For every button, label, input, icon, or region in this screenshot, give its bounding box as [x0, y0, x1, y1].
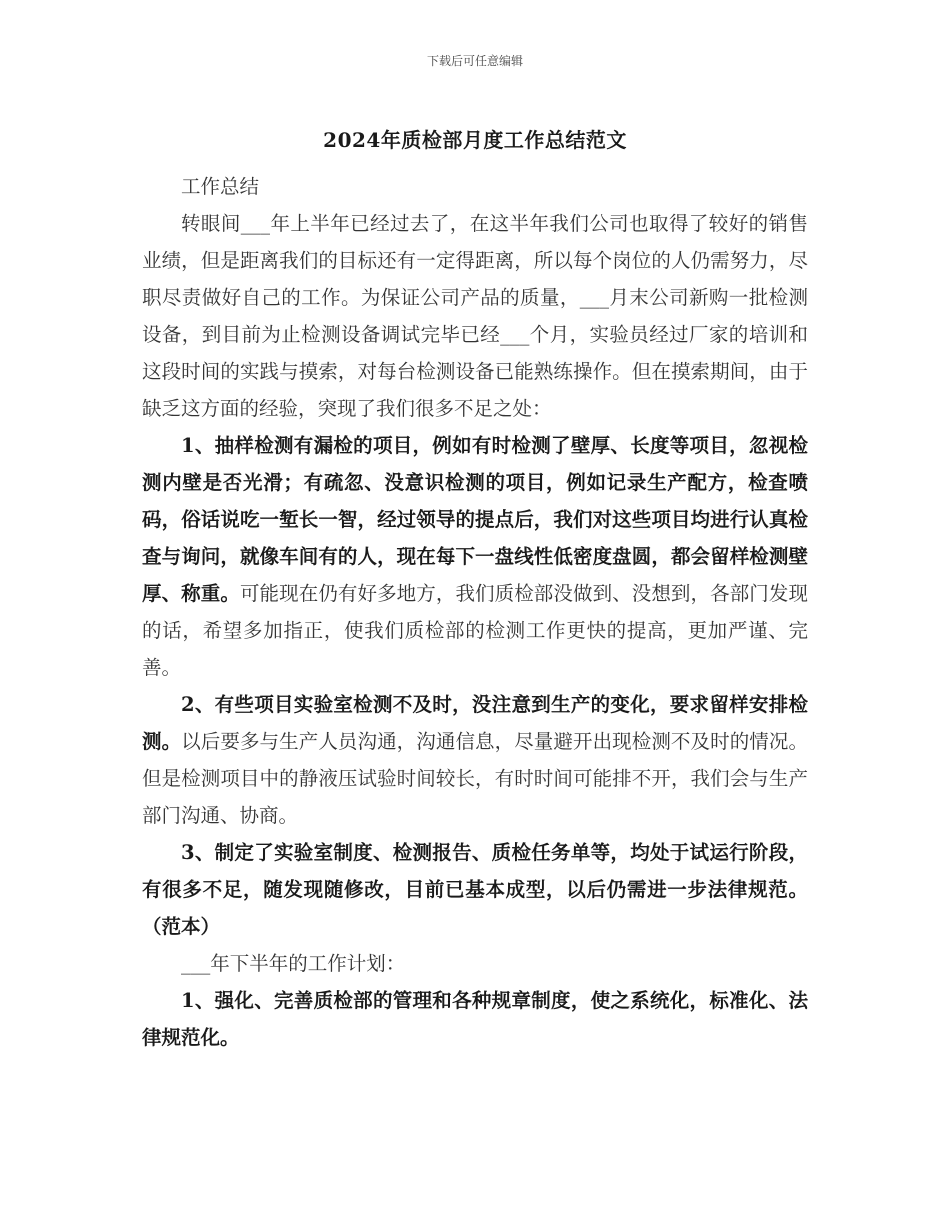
header-note: 下载后可任意编辑 — [426, 54, 523, 68]
intro-paragraph: 转眼间___年上半年已经过去了，在这半年我们公司也取得了较好的销售业绩，但是距离我们的目标还有一定得距离，所以每个岗位的人仍需努力，尽职尽责做好自己的工作。为保证公司产品的质量，___月末公司新购一批检测设备，到目前为止检测设备调试完毕已经___个月，实验员经过厂家的培训和这段时间的实践与摸索，对每台检测设备已能熟练操作。但在摸索期间，由于缺乏这方面的经验，突现了我们很多不足之处： — [142, 212, 808, 420]
item-paragraph-1 — [142, 427, 808, 686]
item-3-bold-text: 3、制定了实验室制度、检测报告、质检任务单等，均处于试运行阶段，有很多不足，随发现随修改，目前已基本成型，以后仍需进一步法律规范。（范本） — [142, 841, 808, 938]
item-1-normal-text: 可能现在仍有好多地方，我们质检部没做到、没想到，各部门发现的话，希望多加指正，使我们质检部的检测工作更快的提高，更加严谨、完善。 — [142, 582, 808, 679]
document-title: 2024年质检部月度工作总结范文 — [323, 128, 627, 152]
item-2-normal-text: 以后要多与生产人员沟通，沟通信息，尽量避开出现检测不及时的情况。但是检测项目中的静液压试验时间较长，有时时间可能排不开，我们会与生产部门沟通、协商。 — [142, 730, 808, 827]
document-body — [142, 168, 808, 1056]
plan-item-1: 1、强化、完善质检部的管理和各种规章制度，使之系统化，标准化、法律规范化。 — [142, 989, 808, 1049]
section-label: 工作总结 — [181, 175, 260, 198]
item-1-bold-text: 1、抽样检测有漏检的项目，例如有时检测了壁厚、长度等项目，忽视检测内壁是否光滑；有疏忽、没意识检测的项目，例如记录生产配方，检查喷码，俗话说吃一堑长一智，经过领导的提点后，我们对这些项目均进行认真检查与询问，就像车间有的人，现在每下一盘线性低密度盘圆，都会留样检测壁厚、称重。 — [142, 434, 808, 605]
plan-heading: ___年下半年的工作计划： — [181, 952, 406, 975]
item-paragraph-2 — [142, 686, 808, 834]
item-2-bold-text: 2、有些项目实验室检测不及时，没注意到生产的变化，要求留样安排检测。 — [142, 693, 808, 753]
item-paragraph-3 — [142, 834, 808, 945]
